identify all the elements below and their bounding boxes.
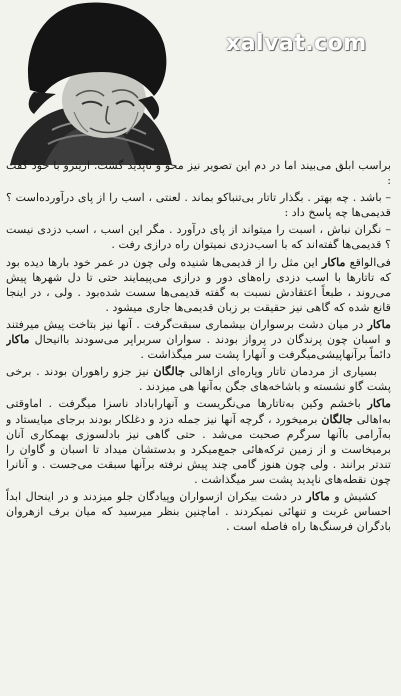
text-run: براسب ابلق می‌بیند اما در دم این تصویر نیز محو و ناپدید گشت. ازیترو با خود گفت : bbox=[6, 159, 391, 188]
text-run: این مثل را از قدیمی‌ها شنیده ولی چون در عمر خود بارها دیده بود که تاتارها با اسب دزدی راه‌های دور و درازی می‌پیمایند حتی تا دل شهرها پیش می‌روند ، طبعاً اعتقادش نسبت به گفته قدیمی‌ها سست شده‌بود . ولی ، در اینجا قانع شده که گاهی نیز حقیقت بر زبان قدیمی‌ها جاری میشود . bbox=[6, 255, 391, 314]
name-emphasis: ماکار bbox=[306, 488, 330, 503]
text-run: در میان دشت برسواران بیشماری سبقت‌گرفت . آنها نیز بتاخت پیش میرفتند و اسبان چون پرندگان در پرواز بودند . سواران سربراپر می‌سودند باانیحال bbox=[6, 317, 391, 347]
name-emphasis: ماکار bbox=[367, 316, 391, 331]
watermark-text: xalvat.com bbox=[226, 31, 367, 56]
paragraph bbox=[6, 158, 391, 188]
old-man-illustration bbox=[4, 0, 184, 165]
story-text bbox=[6, 158, 391, 690]
text-run: فی‌الواقع bbox=[345, 255, 391, 269]
name-emphasis: جالگان bbox=[153, 364, 186, 379]
text-run: بسیاری از مردمان تاتار وپاره‌ای ازاهالی bbox=[185, 365, 377, 379]
text-run: باخشم وکین به‌تاتارها می‌نگریست و آنهاراباداد ناسزا میگرفت . اماوقتی به‌اهالی bbox=[6, 397, 391, 426]
paragraph bbox=[6, 396, 391, 487]
paragraph bbox=[6, 364, 391, 394]
paragraph bbox=[6, 317, 391, 362]
name-emphasis: ماکار bbox=[321, 254, 346, 269]
text-run: برمیخورد ، گرچه آنها نیز جمله دزد و دغلکار بودند برجای میایستاد و به‌آرامی با‌آنها سرگرم صحبت می‌شد . حتی گاهی نیز بادلسوزی بهمکاری آنان برمیخاست و از زمین ترکه‌هائی جمع‌میکرد و بدستشان میداد تا اسبان و گاوان را تندتر برانند . ولی چون هنوز گامی چند پیش نرفته برآنها سبقت می‌جست . و آنانرا چون نقطه‌های ناپدید پشت سر میگذاشت . bbox=[6, 412, 391, 486]
paragraph bbox=[6, 489, 391, 534]
text-run: نیز جزو راهوران بودند . برخی پشت گاو نشسته و باشاخه‌های جگن به‌آنها هی میزدند . bbox=[6, 365, 391, 394]
text-run: کشیش و bbox=[329, 489, 377, 503]
paragraph bbox=[6, 255, 391, 315]
text-run: دائماً برآنهاپیشی‌میگرفت و آنهارا پشت سر میگذاشت . bbox=[140, 348, 391, 362]
text-run: – نگران نباش ، اسبت را میتواند از پای درآورد . مگر این اسب ، اسب دزدی نیست ؟ قدیمی‌ها گفته‌اند که با اسب‌دزدی نمیتوان راه درازی رفت . bbox=[6, 223, 391, 252]
paragraph bbox=[6, 190, 391, 220]
name-emphasis: جالگان bbox=[321, 411, 353, 426]
text-run: در دشت بیکران ازسواران وپیادگان جلو میزدند و در اینحال ابداً احساس غربت و تنهائی نمیکردند . اماچنین بنظر میرسید که میان برف ازهروان بادگران فرسنگ‌ها راه فاصله است . bbox=[6, 489, 391, 534]
name-emphasis: ماکار bbox=[367, 396, 391, 411]
paragraph bbox=[6, 222, 391, 252]
name-emphasis: ماکار bbox=[6, 332, 30, 347]
text-run: – باشد . چه بهتر . بگذار تاتار بی‌تنباکو بماند . لعنتی ، اسب را از پای درآورده‌است ؟ قدیمی‌ها چه پاسخ داد : bbox=[6, 191, 391, 220]
